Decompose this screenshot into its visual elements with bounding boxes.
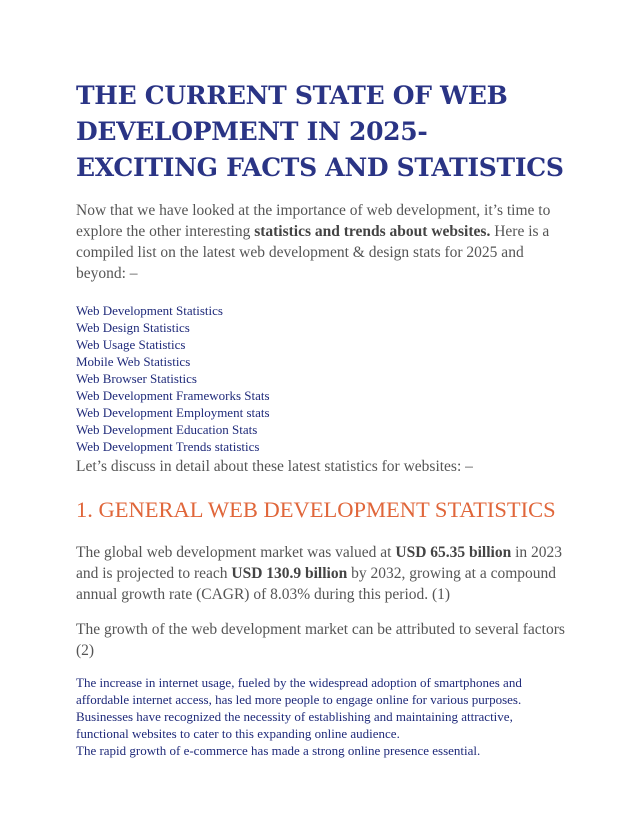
market-value-2032: USD 130.9 billion	[231, 565, 348, 582]
growth-factors-list	[76, 674, 568, 759]
growth-paragraph: The growth of the web development market can be attributed to several factors (2)	[76, 621, 565, 659]
market-text-3: by 2032, growing at a compound annual growth rate (CAGR) of 8.03% during this period. (1)	[76, 565, 557, 603]
market-text-2: in 2023 and is projected to reach	[76, 544, 563, 582]
market-value-2023: USD 65.35 billion	[395, 544, 512, 561]
intro-text-end: Here is a compiled list on the latest web development & design stats for 2025 and beyond: –	[76, 223, 550, 282]
intro-text-start: Now that we have looked at the importance of web development, it’s time to explore the other interesting	[76, 202, 551, 240]
link-web-design-statistics[interactable]: Web Design Statistics	[76, 320, 190, 335]
market-text-1: The global web development market was valued at	[76, 544, 396, 561]
page-title: THE CURRENT STATE OF WEB DEVELOPMENT IN 2025- EXCITING FACTS AND STATISTICS	[76, 81, 564, 182]
factor-item: Businesses have recognized the necessity of establishing and maintaining attractive, functional websites to cater to this expanding online audience.	[76, 709, 513, 741]
link-employment-stats[interactable]: Web Development Employment stats	[76, 405, 270, 420]
statistics-link-list	[76, 302, 568, 455]
link-web-usage-statistics[interactable]: Web Usage Statistics	[76, 337, 186, 352]
intro-bold: statistics and trends about websites.	[254, 223, 491, 240]
link-web-development-statistics[interactable]: Web Development Statistics	[76, 303, 223, 318]
link-education-stats[interactable]: Web Development Education Stats	[76, 422, 258, 437]
intro-paragraph	[76, 200, 568, 284]
factor-item: The rapid growth of e-commerce has made a strong online presence essential.	[76, 743, 481, 758]
market-paragraph	[76, 542, 568, 605]
link-trends-statistics[interactable]: Web Development Trends statistics	[76, 439, 260, 454]
factor-item: The increase in internet usage, fueled by the widespread adoption of smartphones and affordable internet access, has led more people to engage online for various purposes.	[76, 675, 522, 707]
link-frameworks-stats[interactable]: Web Development Frameworks Stats	[76, 388, 270, 403]
link-web-browser-statistics[interactable]: Web Browser Statistics	[76, 371, 197, 386]
link-mobile-web-statistics[interactable]: Mobile Web Statistics	[76, 354, 191, 369]
section-title: 1. GENERAL WEB DEVELOPMENT STATISTICS	[76, 497, 556, 522]
discuss-paragraph: Let’s discuss in detail about these latest statistics for websites: –	[76, 458, 473, 475]
